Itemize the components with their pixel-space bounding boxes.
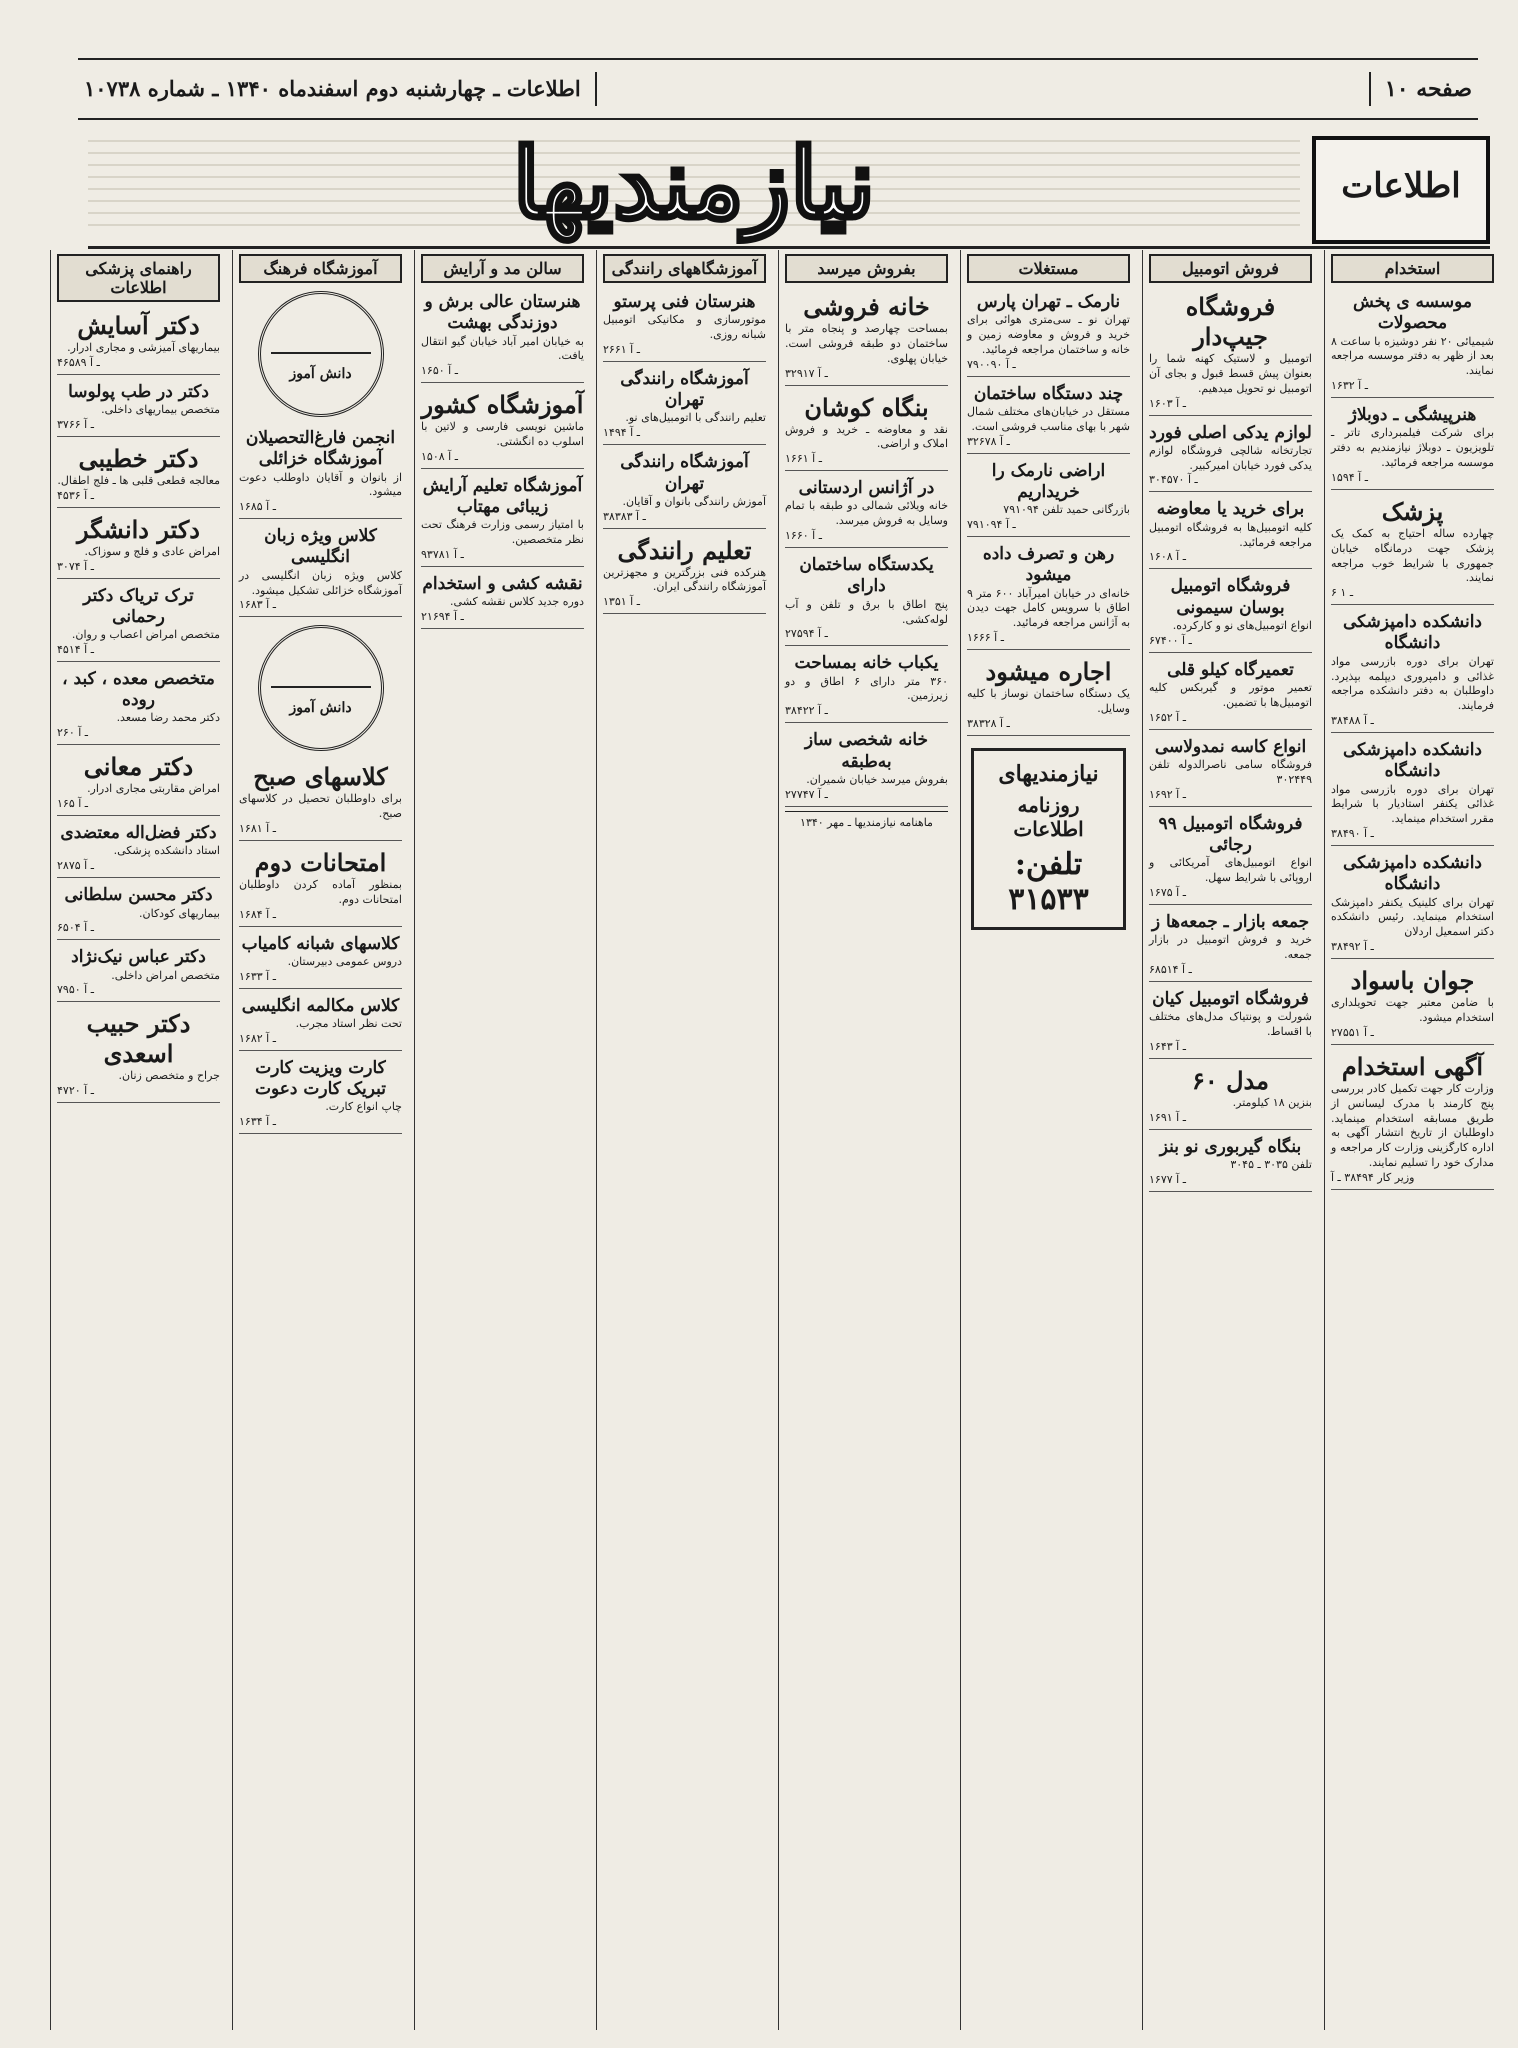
classified-ad <box>57 944 220 1002</box>
ad-body: هنرکده فنی بزرگترین و مجهزترین آموزشگاه رانندگی ایران. <box>603 565 766 594</box>
ad-title: اجاره میشود <box>985 657 1112 687</box>
ad-body: متخصص امراض داخلی. <box>111 968 220 982</box>
column-heading: بفروش میرسد <box>785 254 948 283</box>
ad-title: فروشگاه اتومبیل بوسان سیمونی <box>1170 576 1291 618</box>
footer-credit: ماهنامه نیازمندیها ـ مهر ۱۳۴۰ <box>785 811 948 829</box>
ad-body: موتورسازی و مکانیکی اتومبیل شبانه روزی. <box>603 313 766 342</box>
ad-code: ۶۷۴۰۰ ـ آ <box>1149 633 1192 647</box>
ad-body: بفروش میرسد خیابان شمیران. <box>806 772 948 786</box>
classified-ad <box>1149 420 1312 493</box>
column-heading: آموزشگاه فرهنگ <box>239 254 402 283</box>
ad-title: آموزشگاه رانندگی تهران <box>620 452 749 494</box>
ad-code: ۱۶۵ ـ آ <box>57 797 89 811</box>
ad-code: ۲۷۷۴۷ ـ آ <box>785 787 828 801</box>
classified-ad <box>785 289 948 386</box>
ad-body: فروشگاه سامی ناصرالدوله تلفن ۳۰۲۴۴۹ <box>1149 757 1312 786</box>
column-heading: آموزشگاههای رانندگی <box>603 254 766 283</box>
ad-body: ماشین نویسی فارسی و لاتین با اسلوب ده انگشتی. <box>421 420 584 449</box>
ad-title: متخصص معده ، کبد ، روده <box>62 668 215 711</box>
ad-code: ۱۶۹۱ ـ آ <box>1149 1110 1186 1124</box>
ad-body: دکتر محمد رضا مسعد. <box>116 711 220 725</box>
classified-ad <box>421 473 584 567</box>
ad-body: خانه‌ای در خیابان امیرآباد ۶۰۰ متر ۹ اطاق با سرویس کامل جهت دیدن به آژانس مراجعه فرمائید. <box>967 586 1130 630</box>
ad-title: دکتر محسن سلطانی <box>64 885 213 906</box>
classified-ad <box>1149 496 1312 569</box>
ad-code: ۷۹۱۰۹۴ ـ آ <box>967 518 1016 532</box>
ad-title: تعمیرگاه کیلو قلی <box>1167 659 1294 680</box>
ad-code: ۷۹۰۰۹۰ ـ آ <box>967 357 1016 371</box>
classified-ad <box>967 654 1130 736</box>
page-number: صفحه ۱۰ <box>1369 72 1472 106</box>
ad-body: تعمیر موتور و گیربکس کلیه اتومبیل‌ها با تضمین. <box>1149 681 1312 709</box>
ad-code: ۱۶۶۱ ـ آ <box>785 452 822 466</box>
ad-title: امتحانات دوم <box>254 848 387 878</box>
ad-code: ۱۶۷۵ ـ آ <box>1149 885 1186 899</box>
ad-code: ۲۶۰ ـ آ <box>57 726 89 740</box>
ad-body: جراح و متخصص زنان. <box>118 1069 220 1083</box>
ad-title: موسسه‌ ‌ی پخش محصولات <box>1353 292 1472 334</box>
ad-body: دوره جدید کلاس نقشه کشی. <box>450 595 584 609</box>
ad-body: بیماریهای آمیزشی و مجاری ادرار. <box>67 341 220 354</box>
ad-body: امراض عادی و فلج و سوزاک. <box>84 544 220 558</box>
classified-ad <box>57 749 220 816</box>
ad-title: لوازم یدکی اصلی فورد <box>1149 422 1312 443</box>
classified-ad <box>1331 289 1494 398</box>
phone-box-ad <box>971 748 1126 930</box>
masthead <box>88 126 1490 249</box>
ad-code: ۳۲۶۷۸ ـ آ <box>967 434 1010 448</box>
ad-code: ۲۱۶۹۴ ـ آ <box>421 610 464 624</box>
ad-code: ۴۵۱۴ ـ آ <box>57 642 94 656</box>
ad-code: ۳۷۶۶ ـ آ <box>57 417 94 431</box>
ad-body: بنزین ۱۸ کیلومتر. <box>1232 1095 1312 1109</box>
ad-code: ۱۶۰۳ ـ آ <box>1149 396 1186 410</box>
ad-code: ۳۸۳۸۳ ـ آ <box>603 509 646 523</box>
ad-body: تحت نظر استاد مجرب. <box>295 1017 402 1031</box>
classified-ad <box>57 512 220 579</box>
ad-title: دکتر خطیبی <box>78 443 199 473</box>
ad-code: ۴۵۳۶ ـ آ <box>57 488 94 502</box>
column-heading: مستغلات <box>967 254 1130 283</box>
column-heading: راهنمای پزشکی اطلاعات <box>57 254 220 302</box>
ad-title: کلاس مکالمه انگلیسی <box>241 995 400 1016</box>
ad-code: ۱۶۸۳ ـ آ <box>239 598 276 612</box>
ad-title: دکتر در طب پولوسا <box>68 381 209 402</box>
ad-body: بمنظور آماده کردن داوطلبان امتحانات دوم. <box>239 878 402 906</box>
ad-body: برای شرکت فیلمبرداری تاتر ـ تلویزیون ـ دوبلاژ نیازمندیم به دفتر موسسه مراجعه فرمائید. <box>1331 426 1494 469</box>
ad-body: آموزش رانندگی بانوان و آقایان. <box>622 494 766 508</box>
ad-body: شورلت و پونتیاک مدل‌های مختلف با اقساط. <box>1149 1010 1312 1038</box>
ad-column <box>414 250 590 2030</box>
ad-code: ۱۵۰۸ ـ آ <box>421 449 458 463</box>
ad-code: ۱۶۷۷ ـ آ <box>1149 1172 1186 1186</box>
ad-title: هنرستان عالی برش و دوزندگی بهشت <box>424 292 581 334</box>
classified-ad <box>1331 737 1494 846</box>
classified-ad <box>57 308 220 375</box>
ad-code: ۱۶۹۲ ـ آ <box>1149 787 1186 801</box>
ad-body: دروس عمومی دبیرستان. <box>287 955 402 968</box>
ad-body: تهران نو ـ سی‌متری هوائی برای خرید و فروش و معاوضه زمین و خانه و ساختمان مراجعه فرمائید. <box>967 313 1130 356</box>
classified-ad <box>1149 289 1312 416</box>
ad-code: ۲۷۵۵۱ ـ آ <box>1331 1025 1374 1039</box>
ad-body: تهران برای کلینیک یکنفر دامپزشک استخدام مینماید. رئیس دانشکده دکتر اسمعیل اردلان <box>1331 895 1494 939</box>
ad-title: مدل ۶۰ <box>1191 1065 1270 1095</box>
ad-title: ترک تریاک دکتر رحمانی <box>83 585 194 627</box>
ad-code: ۱۶۳۳ ـ آ <box>239 969 276 983</box>
ad-title: در آژانس اردستانی <box>798 478 935 499</box>
ad-body: تعلیم رانندگی با اتومبیل‌های نو. <box>625 411 766 425</box>
ad-title: کلاسهای صبح <box>253 762 388 792</box>
classified-ad <box>1149 811 1312 905</box>
ad-code: ۱۴۹۴ ـ آ <box>603 426 640 440</box>
ad-code: ۳۸۴۲۲ ـ آ <box>785 704 828 718</box>
ad-body: انواع اتومبیل‌های آمریکائی و اروپائی با شرایط سهل. <box>1149 856 1312 884</box>
ad-code: ۱۶۳۴ ـ آ <box>239 1115 276 1129</box>
ad-body: امراض مقاربتی مجاری ادرار. <box>87 782 220 796</box>
ad-body: وزارت کار جهت تکمیل کادر بررسی پنج کارمند با مدرک لیسانس از طریق مسابقه استخدام مینماید. داوطلبان از تاریخ انتشار آگهی به اداره کارگزینی وزارت کار مراجعه و مدارک خود را تسلیم نمایند. <box>1331 1081 1494 1170</box>
ad-code: ۲۶۶۱ ـ آ <box>603 342 640 356</box>
classified-ad <box>967 458 1130 537</box>
ad-code: ۳۸۳۲۸ ـ آ <box>967 716 1010 730</box>
ad-body: کلیه اتومبیل‌ها به فروشگاه اتومبیل مراجعه فرمائید. <box>1149 520 1312 549</box>
classified-ad <box>1149 657 1312 730</box>
ad-title: نارمک ـ تهران پارس <box>976 292 1121 312</box>
ad-title: کارت ویزیت کارت تبریک کارت دعوت <box>254 1057 386 1100</box>
ad-title: دکتر عباس نیک‌نژاد <box>71 947 206 968</box>
classified-ad <box>1331 850 1494 959</box>
ad-code: ۳۰۷۴ ـ آ <box>57 559 94 573</box>
newspaper-page <box>18 18 1500 2030</box>
ad-code: ۱۳۵۱ ـ آ <box>603 595 640 609</box>
ad-body: انواع اتومبیل‌های نو و کارکرده. <box>1172 618 1312 632</box>
ad-title: دانشکده دامپزشکی دانشگاه <box>1342 740 1483 782</box>
classified-ad <box>239 993 402 1051</box>
ad-body: چهارده ساله احتیاج به کمک یک پزشک جهت درمانگاه خیابان جمهوری با شرایط خوب مراجعه نمایند. <box>1331 526 1494 585</box>
ad-title: انواع کاسه نمدولاسی <box>1154 736 1307 757</box>
classified-ad <box>239 1055 402 1134</box>
ad-body: خانه ویلائی شمالی دو طبقه با تمام وسایل به فروش میرسد. <box>785 499 948 528</box>
ad-title: پزشک <box>1381 496 1444 526</box>
ad-code: ۱۶۸۴ ـ آ <box>239 907 276 921</box>
ad-body: با امتیاز رسمی وزارت فرهنگ تحت نظر متخصصین. <box>421 518 584 547</box>
classified-ad <box>239 759 402 841</box>
ad-code: ۱۶۴۳ ـ آ <box>1149 1039 1186 1053</box>
classified-ad <box>785 727 948 806</box>
ad-title: خانه شخصی ساز به‌طبقه <box>804 730 929 772</box>
ad-title: نقشه کشی و استخدام <box>422 574 583 595</box>
classified-ad <box>57 1006 220 1103</box>
ad-title: دانشکده دامپزشکی دانشگاه <box>1342 853 1483 895</box>
classified-ad <box>603 366 766 445</box>
section-title: نیازمندیها <box>88 132 1300 236</box>
ad-title: بنگاه گیربوری نو بنز <box>1159 1136 1302 1157</box>
ad-code: ۱۶۸۲ ـ آ <box>239 1031 276 1045</box>
classified-ad <box>239 523 402 617</box>
classified-ad <box>57 441 220 508</box>
ad-body: استاد دانشکده پزشکی. <box>113 844 220 858</box>
classified-ad <box>967 541 1130 650</box>
classified-ad <box>1331 963 1494 1045</box>
ad-code: ۱۶۵۰ ـ آ <box>421 364 458 378</box>
ad-code: ۱۶۸۵ ـ آ <box>239 500 276 514</box>
emblem-label: دانش آموز <box>289 366 352 382</box>
ad-column <box>1324 250 1500 2030</box>
ad-title: جمعه بازار ـ جمعه‌ها ز <box>1151 911 1310 932</box>
classified-ad <box>785 475 948 548</box>
ad-code: ۳۸۴۸۸ ـ آ <box>1331 714 1374 728</box>
ad-title: بنگاه کوشان <box>804 392 929 422</box>
ad-title: خانه فروشی <box>803 292 930 321</box>
classified-ad <box>785 390 948 472</box>
ad-column <box>1142 250 1318 2030</box>
ad-code: ۳۰۴۵۷۰ ـ آ <box>1149 473 1198 487</box>
ad-column <box>596 250 772 2030</box>
classified-ad <box>239 425 402 519</box>
globe-emblem-icon <box>258 625 384 751</box>
ad-code: ۶۵۰۴ ـ آ <box>57 921 94 935</box>
classified-ad <box>421 289 584 383</box>
classified-ad <box>785 650 948 723</box>
ad-title: یکباب خانه بمساحت <box>794 653 939 674</box>
classified-ad <box>1331 1049 1494 1190</box>
emblem-label: دانش آموز <box>289 700 352 717</box>
column-heading: استخدام <box>1331 254 1494 283</box>
ad-code: ۱۶۰۸ ـ آ <box>1149 550 1186 564</box>
classified-ad <box>603 533 766 615</box>
ad-body: یک دستگاه ساختمان نوساز با کلیه وسایل. <box>967 687 1130 715</box>
ad-title: آگهی استخدام <box>1341 1051 1484 1081</box>
classified-ad <box>1331 609 1494 733</box>
ad-title: تعلیم رانندگی <box>617 535 752 565</box>
ad-code: ۴۶۵۸۹ ـ آ <box>57 355 100 369</box>
ad-title: دکتر دانشگر <box>77 514 200 544</box>
classified-ad <box>603 289 766 362</box>
ad-code: ۳۲۹۱۷ ـ آ <box>785 366 828 380</box>
classified-ad <box>57 583 220 662</box>
classified-ad <box>1149 909 1312 982</box>
box-ad-line3: تلفن: ۳۱۵۳۳ <box>1008 846 1089 917</box>
ad-title: فروشگاه اتومبیل کیان <box>1152 988 1309 1009</box>
ad-body: متخصص امراض اعصاب و روان. <box>71 628 220 642</box>
ad-body: چاپ انواع کارت. <box>325 1100 402 1114</box>
classified-ad <box>1149 986 1312 1059</box>
ad-body: اتومبیل و لاستیک کهنه شما را بعنوان پیش قسط قبول و بجای آن اتومبیل نو تحویل میدهیم. <box>1149 352 1312 395</box>
globe-emblem-icon <box>258 291 384 417</box>
ad-column <box>778 250 954 2030</box>
classified-ad <box>1149 1134 1312 1192</box>
ad-body: بازرگانی حمید تلفن ۷۹۱۰۹۴ <box>1003 503 1130 517</box>
classified-ad <box>57 666 220 745</box>
classified-ad <box>1149 734 1312 807</box>
ad-title: کلاسهای شبانه کامیاب <box>241 933 400 954</box>
ad-title: رهن و تصرف داده میشود <box>982 544 1115 586</box>
classified-ad <box>1331 494 1494 605</box>
ad-code: ۶ ـ ۱ <box>1331 586 1354 600</box>
ad-title: کلاس ویژه زبان انگلیسی <box>264 526 377 568</box>
ad-title: هنرپیشگی ـ دوبلاژ <box>1348 405 1477 426</box>
ad-title: جوان باسواد <box>1350 966 1475 996</box>
header-line <box>78 58 1478 120</box>
ad-body: کلاس ویژه زبان انگلیسی در آموزشگاه خزائلی تشکیل میشود. <box>239 568 402 597</box>
classified-ad <box>239 931 402 989</box>
column-heading: فروش اتومبیل <box>1149 254 1312 283</box>
ad-body: تجارتخانه شالچی فروشگاه لوازم یدکی فورد خیابان امیرکبیر. <box>1149 443 1312 472</box>
ad-title: برای خرید یا معاوضه <box>1156 499 1305 520</box>
ad-code: ۹۳۷۸۱ ـ آ <box>421 548 464 562</box>
ad-code: ۱۶۳۲ ـ آ <box>1331 379 1368 393</box>
classified-ad <box>421 571 584 629</box>
ad-body: پنج اطاق با برق و تلفن و آب لوله‌کشی. <box>785 597 948 626</box>
ad-body: برای داوطلبان تحصیل در کلاسهای صبح. <box>239 792 402 821</box>
ad-code: ۳۸۴۹۰ ـ آ <box>1331 827 1374 841</box>
ad-code: ۲۷۵۹۴ ـ آ <box>785 627 828 641</box>
ad-body: بیماریهای کودکان. <box>139 906 220 920</box>
classified-ad <box>967 289 1130 377</box>
classified-ad <box>239 845 402 927</box>
classified-ad <box>603 449 766 528</box>
classified-ad <box>57 820 220 878</box>
ad-title: دکتر آسایش <box>77 311 200 340</box>
ad-title: انجمن فارغ‌التحصیلان آموزشگاه خزائلی <box>245 428 396 470</box>
ad-title: دکتر معانی <box>83 752 194 782</box>
ad-body: مستقل در خیابان‌های مختلف شمال شهر با بهای مناسب فروشی است. <box>967 405 1130 433</box>
ad-body: تهران برای دوره بازرسی مواد غذائی یکنفر استادیار با شرایط مقرر استخدام مینماید. <box>1331 782 1494 826</box>
ad-body: به خیابان امیر آباد خیابان گیو انتقال یافت. <box>421 334 584 363</box>
ad-columns <box>18 250 1500 2030</box>
column-heading: سالن مد و آرایش <box>421 254 584 283</box>
ad-column <box>232 250 408 2030</box>
ad-body: خرید و فروش اتومبیل در بازار جمعه. <box>1149 933 1312 961</box>
ad-code: ۱۶۶۰ ـ آ <box>785 529 822 543</box>
ad-code: ۱۶۵۲ ـ آ <box>1149 710 1186 724</box>
classified-ad <box>57 882 220 940</box>
ad-title: آموزشگاه کشور <box>421 390 584 420</box>
ad-body: بمساحت چهارصد و پنجاه متر با ساختمان دو طبقه فروشی است. خیابان پهلوی. <box>785 322 948 365</box>
ad-title: دانشکده دامپزشکی دانشگاه <box>1342 612 1483 654</box>
ad-title: دکتر فضل‌اله معتضدی <box>60 823 217 844</box>
ad-title: آموزشگاه تعلیم آرایش زیبائی مهتاب <box>422 475 583 518</box>
ad-column <box>50 250 226 2030</box>
ad-code: ۳۸۴۹۲ ـ آ <box>1331 940 1374 954</box>
ad-code: ۲۸۷۵ ـ آ <box>57 859 94 873</box>
ad-body: تلفن ۳۰۳۵ ـ ۳۰۴۵ <box>1230 1157 1312 1171</box>
ad-body: ۳۶۰ متر دارای ۶ اطاق و دو زیرزمین. <box>785 674 948 703</box>
ad-code: ۴۷۲۰ ـ آ <box>57 1084 94 1098</box>
ad-body: شیمیائی ۲۰ نفر دوشیزه با ساعت ۸ بعد از ظهر به دفتر موسسه مراجعه نمایند. <box>1331 334 1494 378</box>
box-ad-line2: روزنامه اطلاعات <box>1013 792 1084 841</box>
ad-body: با ضامن معتبر جهت تحویلداری استخدام میشود. <box>1331 996 1494 1024</box>
ad-title: چند دستگاه ساختمان <box>973 383 1124 404</box>
ad-body: تهران برای دوره بازرسی مواد غذائی و دامپروری دیپلمه بپذیرد. داوطلبان به دفتر دانشکده مراجعه فرمایند. <box>1331 654 1494 713</box>
classified-ad <box>1331 402 1494 490</box>
ad-title: دکتر حبیب اسعدی <box>86 1009 191 1069</box>
ettelaat-logo: اطلاعات <box>1312 136 1490 244</box>
ad-body: معالجه قطعی قلبی ها ـ فلج اطفال. <box>57 473 220 487</box>
ad-code: ۱۵۹۴ ـ آ <box>1331 470 1368 484</box>
classified-ad <box>421 387 584 469</box>
classified-ad <box>967 381 1130 454</box>
ad-code: ۱۶۶۶ ـ آ <box>967 631 1004 645</box>
ad-title: هنرستان فنی پرستو <box>613 292 756 312</box>
ad-code: وزیر کار ۳۸۴۹۴ ـ آ <box>1331 1170 1415 1184</box>
ad-code: ۱۶۸۱ ـ آ <box>239 822 276 836</box>
ad-title: فروشگاه اتومبیل ۹۹ رجائی <box>1158 813 1303 855</box>
classified-ad <box>1149 573 1312 652</box>
ad-title: اراضی نارمک را خریداریم <box>991 460 1106 502</box>
ad-body: متخصص بیماریهای داخلی. <box>101 403 220 417</box>
ad-title: آموزشگاه رانندگی تهران <box>620 368 749 411</box>
classified-ad <box>785 552 948 646</box>
ad-title: فروشگاه جیپ‌دار <box>1185 292 1276 351</box>
dateline: اطلاعات ـ چهارشنبه دوم اسفندماه ۱۳۴۰ ـ شماره ۱۰۷۳۸ <box>84 72 597 106</box>
ad-title: یکدستگاه ساختمان دارای <box>799 555 934 597</box>
ad-column <box>960 250 1136 2030</box>
ad-body: از بانوان و آقایان داوطلب دعوت میشود. <box>239 470 402 499</box>
box-ad-line1: نیازمندیهای <box>998 760 1099 787</box>
classified-ad <box>1149 1063 1312 1130</box>
ad-code: ۷۹۵۰ ـ آ <box>57 983 94 997</box>
ad-body: نقد و معاوضه ـ خرید و فروش املاک و اراضی. <box>785 422 948 451</box>
classified-ad <box>57 379 220 437</box>
ad-code: ۶۸۵۱۴ ـ آ <box>1149 962 1192 976</box>
